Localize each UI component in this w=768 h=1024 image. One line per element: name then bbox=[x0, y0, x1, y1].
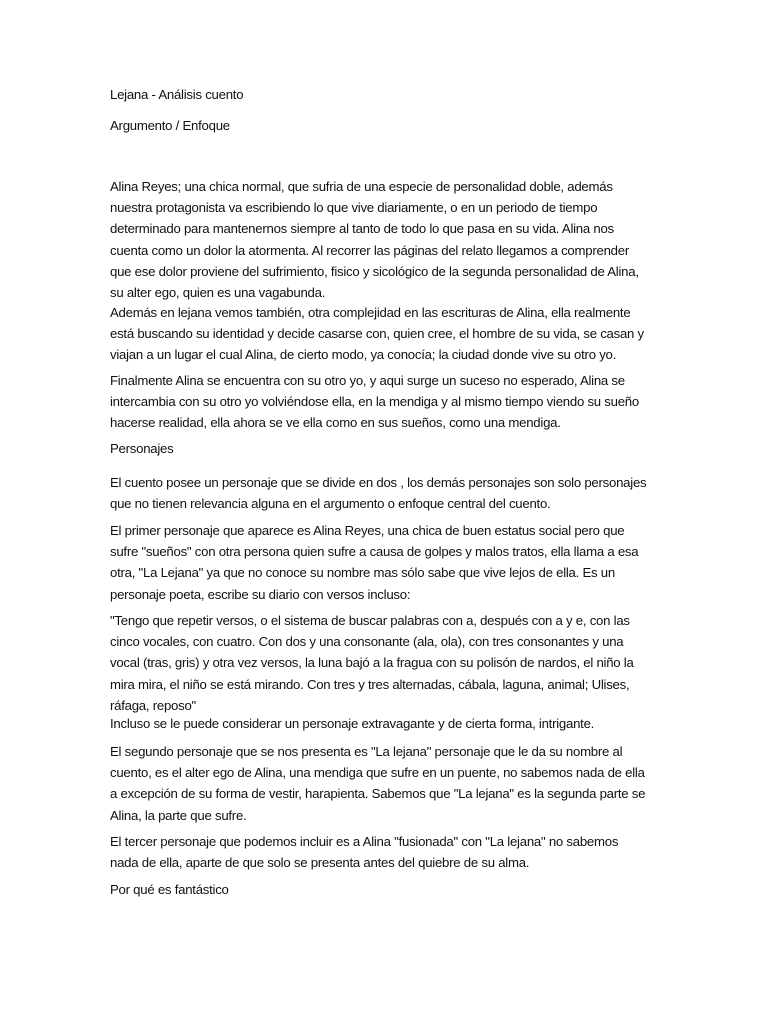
text-line: ráfaga, reposo" bbox=[110, 697, 196, 713]
text-line: viajan a un lugar el cual Alina, de cierto modo, ya conocía; la ciudad donde vive su otro yo. bbox=[110, 347, 617, 363]
paragraph bbox=[110, 176, 690, 303]
text-line: "Tengo que repetir versos, o el sistema de buscar palabras con a, después con a y e, con las bbox=[110, 613, 630, 628]
section-heading bbox=[110, 879, 690, 900]
text-line: Alina, la parte que sufre. bbox=[110, 807, 247, 823]
text-line: determinado para mantenernos siempre al tanto de todo lo que pasa en su vida. Alina nos bbox=[110, 221, 614, 237]
text-line: El primer personaje que aparece es Alina Reyes, una chica de buen estatus social pero que bbox=[110, 523, 625, 538]
document-title-text: Lejana - Análisis cuento bbox=[110, 87, 244, 102]
text-line: El tercer personaje que podemos incluir es a Alina "fusionada" con "La lejana" no sabemos bbox=[110, 834, 619, 849]
text-line: Finalmente Alina se encuentra con su otro yo, y aqui surge un suceso no esperado, Alina se bbox=[110, 373, 625, 388]
document-title bbox=[110, 84, 690, 105]
paragraph bbox=[110, 302, 690, 366]
paragraph bbox=[110, 610, 690, 716]
text-line: que no tienen relevancia alguna en el argumento o enfoque central del cuento. bbox=[110, 496, 551, 512]
section-heading-text: Argumento / Enfoque bbox=[110, 118, 230, 133]
section-heading-argumento bbox=[110, 115, 690, 136]
paragraph bbox=[110, 713, 690, 734]
text-line: Personajes bbox=[110, 441, 174, 456]
section-heading bbox=[110, 438, 690, 459]
text-line: nada de ella, aparte de que solo se presenta antes del quiebre de su alma. bbox=[110, 855, 530, 871]
text-line: cuenta como un dolor la atormenta. Al recorrer las páginas del relato llegamos a comprender bbox=[110, 242, 629, 258]
text-line: cuento, es el alter ego de Alina, una mendiga que sufre en un puente, no sabemos nada de ella bbox=[110, 765, 645, 781]
paragraph bbox=[110, 472, 690, 514]
text-line: cinco vocales, con cuatro. Con dos y una consonante (ala, ola), con tres consonantes y una bbox=[110, 634, 624, 650]
paragraph bbox=[110, 831, 690, 873]
paragraph bbox=[110, 520, 690, 605]
text-line: que ese dolor proviene del sufrimiento, fisico y sicológico de la segunda personalidad de Alina, bbox=[110, 263, 639, 279]
text-line: está buscando su identidad y decide casarse con, quien cree, el hombre de su vida, se casan y bbox=[110, 326, 644, 342]
paragraph bbox=[110, 370, 690, 434]
text-line: El segundo personaje que se nos presenta es "La lejana" personaje que le da su nombre al bbox=[110, 744, 623, 759]
text-line: vocal (tras, gris) y otra vez versos, la luna bajó a la fragua con su polisón de nardos, el niño la bbox=[110, 655, 634, 671]
text-line: Alina Reyes; una chica normal, que sufria de una especie de personalidad doble, además bbox=[110, 179, 613, 194]
text-line: otra, "La Lejana" ya que no conoce su nombre mas sólo sabe que vive lejos de ella. Es un bbox=[110, 565, 615, 581]
text-line: mira mira, el niño se está mirando. Con tres y tres alternadas, cábala, laguna, animal; Ulises, bbox=[110, 676, 630, 692]
text-line: a excepción de su forma de vestir, harapienta. Sabemos que "La lejana" es la segunda parte se bbox=[110, 786, 646, 802]
text-line: intercambia con su otro yo volviéndose ella, en la mendiga y al mismo tiempo viendo su sueño bbox=[110, 394, 639, 410]
text-line: Incluso se le puede considerar un personaje extravagante y de cierta forma, intrigante. bbox=[110, 716, 595, 731]
text-line: personaje poeta, escribe su diario con versos incluso: bbox=[110, 586, 411, 602]
text-line: sufre "sueños" con otra persona quien sufre a causa de golpes y malos tratos, ella llama a esa bbox=[110, 544, 639, 560]
text-line: Además en lejana vemos también, otra complejidad en las escrituras de Alina, ella realmente bbox=[110, 305, 631, 320]
paragraph bbox=[110, 741, 690, 826]
text-line: Por qué es fantástico bbox=[110, 882, 229, 897]
text-line: El cuento posee un personaje que se divide en dos , los demás personajes son solo personajes bbox=[110, 475, 647, 490]
text-line: hacerse realidad, ella ahora se ve ella como en sus sueños, como una mendiga. bbox=[110, 415, 561, 431]
text-line: su alter ego, quien es una vagabunda. bbox=[110, 284, 326, 300]
text-line: nuestra protagonista va escribiendo lo que vive diariamente, o en un periodo de tiempo bbox=[110, 200, 598, 216]
